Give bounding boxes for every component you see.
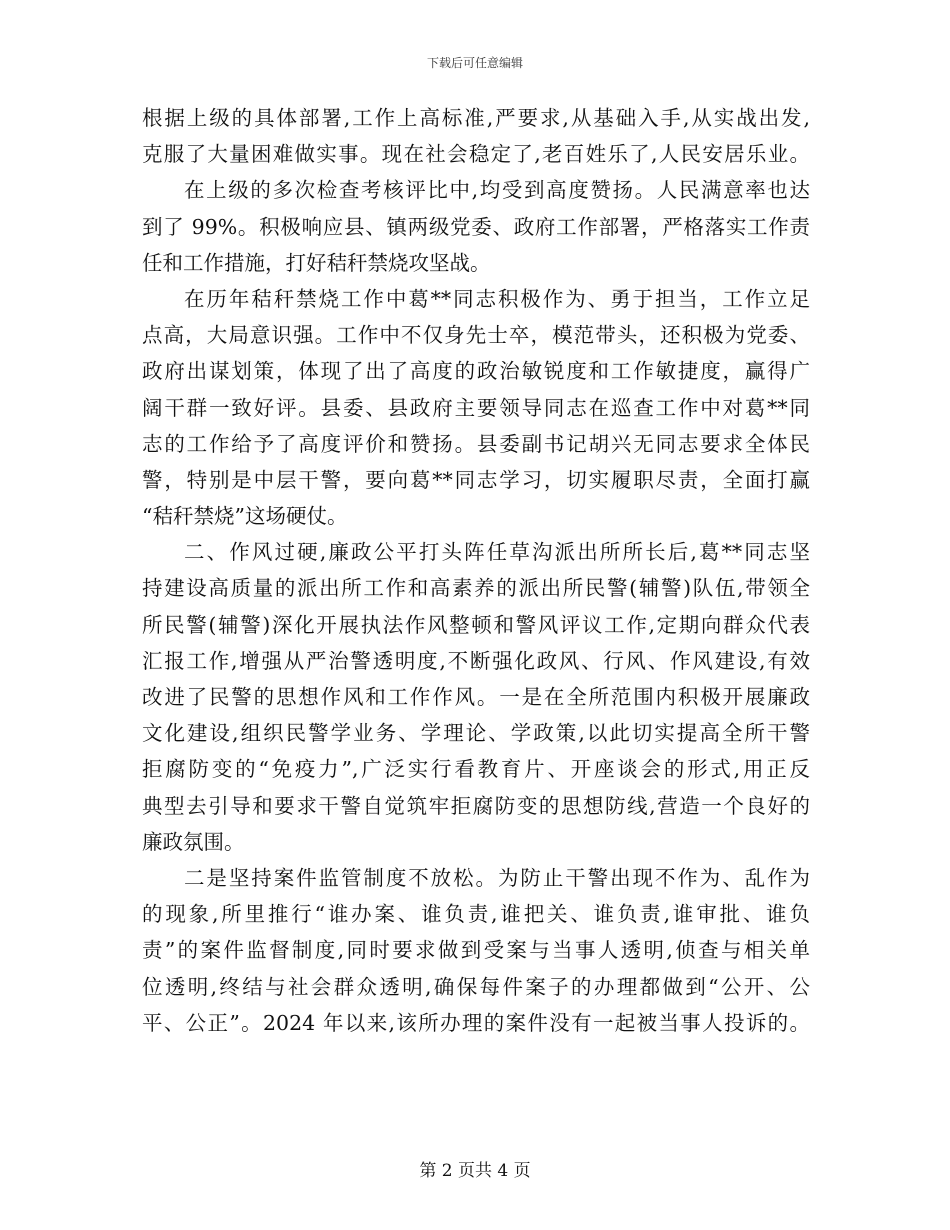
text-line: 位透明,终结与社会群众透明,确保每件案子的办理都做到“公开、公	[142, 974, 810, 999]
page-number: 第 2 页共 4 页	[419, 1161, 531, 1181]
text-line: 责”的案件监督制度,同时要求做到受案与当事人透明,侦查与相关单	[142, 938, 810, 963]
text-line: 警，特别是中层干警，要向葛**同志学习，切实履职尽责，全面打赢	[142, 467, 810, 492]
text-line: “秸秆禁烧”这场硬仗。	[142, 504, 348, 529]
paragraph-5	[142, 860, 810, 1041]
text-line: 任和工作措施，打好秸秆禁烧攻坚战。	[142, 250, 491, 275]
text-line: 文化建设,组织民警学业务、学理论、学政策,以此切实提高全所干警	[142, 721, 810, 746]
text-line: 廉政氛围。	[142, 829, 245, 854]
text-line: 在历年秸秆禁烧工作中葛**同志积极作为、勇于担当，工作立足	[184, 286, 810, 311]
text-line: 平、公正”。2024 年以来,该所办理的案件没有一起被当事人投诉的。	[142, 1010, 810, 1035]
text-line: 点高，大局意识强。工作中不仅身先士卒，模范带头，还积极为党委、	[142, 323, 810, 348]
text-line: 改进了民警的思想作风和工作作风。一是在全所范围内积极开展廉政	[142, 685, 810, 709]
text-line: 二是坚持案件监管制度不放松。为防止干警出现不作为、乱作为	[184, 865, 810, 890]
text-line: 的现象,所里推行“谁办案、谁负责,谁把关、谁负责,谁审批、谁负	[142, 902, 810, 927]
text-line: 阔干群一致好评。县委、县政府主要领导同志在巡查工作中对葛**同	[142, 395, 810, 420]
text-line: 志的工作给予了高度评价和赞扬。县委副书记胡兴无同志要求全体民	[142, 431, 810, 456]
text-line: 持建设高质量的派出所工作和高素养的派出所民警(辅警)队伍,带领全	[142, 576, 810, 601]
paragraph-3	[142, 281, 810, 534]
page-header: 下载后可任意编辑	[426, 56, 523, 70]
text-line: 二、作风过硬,廉政公平打头阵任草沟派出所所长后,葛**同志坚	[184, 540, 810, 565]
text-line: 典型去引导和要求干警自觉筑牢拒腐防变的思想防线,营造一个良好的	[142, 793, 810, 818]
paragraph-4	[142, 534, 810, 860]
text-line: 汇报工作,增强从严治警透明度,不断强化政风、行风、作风建设,有效	[142, 648, 810, 673]
text-line: 所民警(辅警)深化开展执法作风整顿和警风评议工作,定期向群众代表	[142, 612, 810, 637]
text-line: 拒腐防变的“免疫力”,广泛实行看教育片、开座谈会的形式,用正反	[142, 757, 810, 782]
document-body	[142, 100, 810, 1041]
paragraph-1	[142, 100, 810, 172]
text-line: 在上级的多次检查考核评比中,均受到高度赞扬。人民满意率也达	[184, 178, 810, 203]
text-line: 政府出谋划策，体现了出了高度的政治敏锐度和工作敏捷度，赢得广	[142, 359, 810, 384]
text-line: 根据上级的具体部署,工作上高标准,严要求,从基础入手,从实战出发,	[142, 106, 810, 130]
text-line: 到了 99%。积极响应县、镇两级党委、政府工作部署，严格落实工作责	[142, 214, 810, 239]
paragraph-2	[142, 172, 810, 281]
text-line: 克服了大量困难做实事。现在社会稳定了,老百姓乐了,人民安居乐业。	[142, 142, 810, 167]
